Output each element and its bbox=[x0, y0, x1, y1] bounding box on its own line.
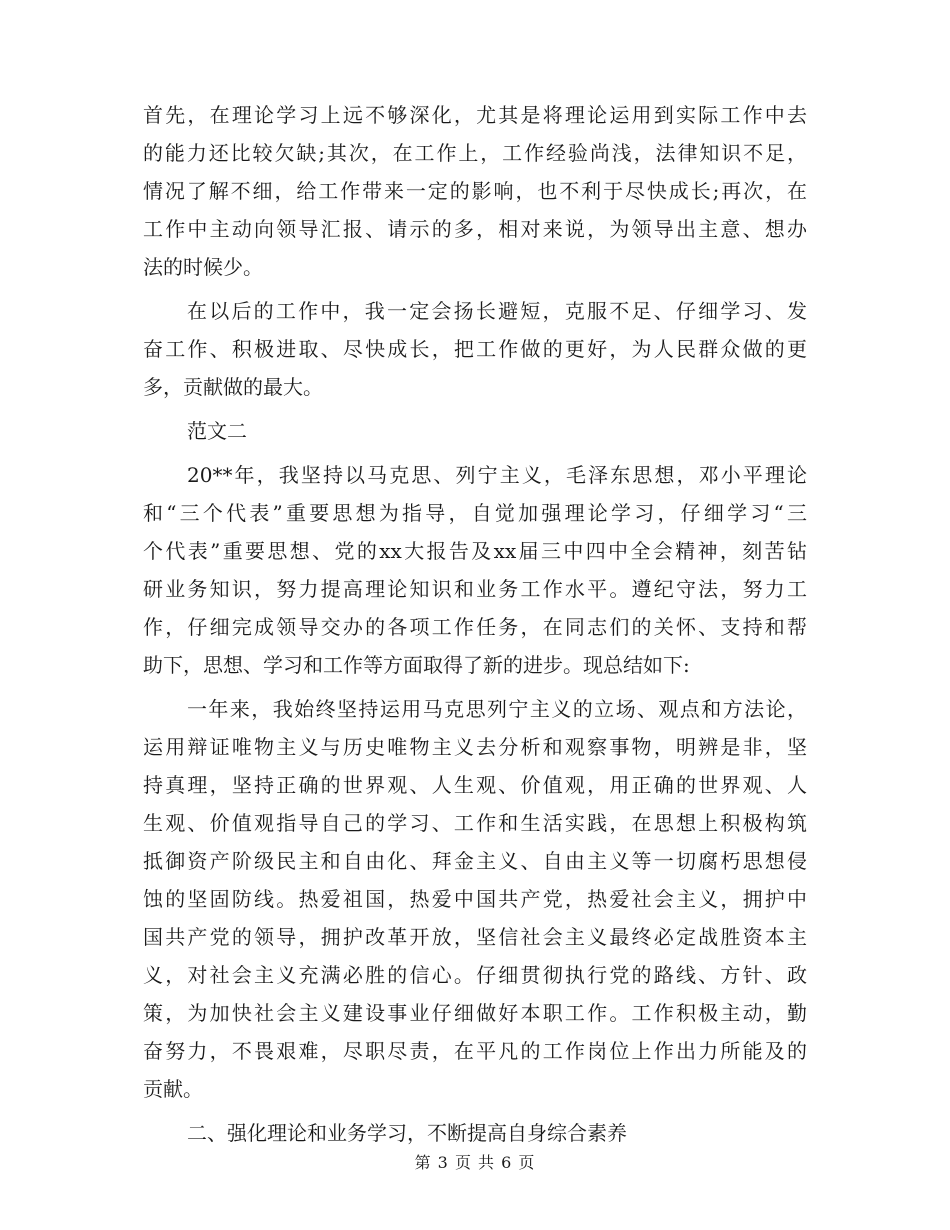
text-line: 范文二 bbox=[187, 419, 247, 443]
text-line: 策，为加快社会主义建设事业仔细做好本职工作。工作积极主动，勤 bbox=[143, 1001, 807, 1025]
text-line: 作，仔细完成领导交办的各项工作任务，在同志们的关怀、支持和帮 bbox=[143, 615, 807, 639]
paragraph bbox=[143, 456, 807, 684]
paragraph bbox=[143, 96, 807, 286]
text-line: 个代表”重要思想、党的xx大报告及xx届三中四中全会精神，刻苦钻 bbox=[143, 539, 807, 563]
text-line: 二、强化理论和业务学习，不断提高自身综合素养 bbox=[187, 1121, 627, 1145]
text-line: 贡献。 bbox=[143, 1077, 203, 1101]
text-line: 20**年，我坚持以马克思、列宁主义，毛泽东思想，邓小平理论 bbox=[187, 463, 807, 487]
text-line: 的能力还比较欠缺;其次，在工作上，工作经验尚浅，法律知识不足， bbox=[143, 141, 807, 165]
paragraph bbox=[143, 690, 807, 1108]
text-line: 一年来，我始终坚持运用马克思列宁主义的立场、观点和方法论， bbox=[187, 697, 807, 721]
text-line: 抵御资产阶级民主和自由化、拜金主义、自由主义等一切腐朽思想侵 bbox=[143, 849, 807, 873]
paragraph bbox=[143, 292, 807, 406]
text-line: 蚀的坚固防线。热爱祖国，热爱中国共产党，热爱社会主义，拥护中 bbox=[143, 887, 807, 911]
text-line: 生观、价值观指导自己的学习、工作和生活实践，在思想上积极构筑 bbox=[143, 811, 807, 835]
text-line: 在以后的工作中，我一定会扬长避短，克服不足、仔细学习、发 bbox=[187, 299, 807, 323]
text-line: 助下，思想、学习和工作等方面取得了新的进步。现总结如下: bbox=[143, 653, 690, 677]
text-line: 国共产党的领导，拥护改革开放，坚信社会主义最终必定战胜资本主 bbox=[143, 925, 807, 949]
document-body bbox=[143, 96, 807, 1152]
text-line: 首先，在理论学习上远不够深化，尤其是将理论运用到实际工作中去 bbox=[143, 103, 807, 127]
text-line: 情况了解不细，给工作带来一定的影响，也不利于尽快成长;再次，在 bbox=[143, 179, 807, 203]
page-label: 第 3 页 共 6 页 bbox=[414, 1153, 536, 1172]
text-line: 多，贡献做的最大。 bbox=[143, 375, 323, 399]
text-line: 奋工作、积极进取、尽快成长，把工作做的更好，为人民群众做的更 bbox=[143, 337, 807, 361]
text-line: 法的时候少。 bbox=[143, 255, 263, 279]
text-line: 和“三个代表”重要思想为指导，自觉加强理论学习，仔细学习“三 bbox=[143, 501, 807, 525]
text-line: 研业务知识，努力提高理论知识和业务工作水平。遵纪守法，努力工 bbox=[143, 577, 807, 601]
text-line: 持真理，坚持正确的世界观、人生观、价值观，用正确的世界观、人 bbox=[143, 773, 807, 797]
text-line: 奋努力，不畏艰难，尽职尽责，在平凡的工作岗位上作出力所能及的 bbox=[143, 1039, 807, 1063]
text-line: 义，对社会主义充满必胜的信心。仔细贯彻执行党的路线、方针、政 bbox=[143, 963, 807, 987]
page-number-footer bbox=[0, 1150, 950, 1173]
text-line: 运用辩证唯物主义与历史唯物主义去分析和观察事物，明辨是非，坚 bbox=[143, 735, 807, 759]
section-heading bbox=[143, 412, 807, 450]
text-line: 工作中主动向领导汇报、请示的多，相对来说，为领导出主意、想办 bbox=[143, 217, 807, 241]
section-heading bbox=[143, 1114, 807, 1152]
